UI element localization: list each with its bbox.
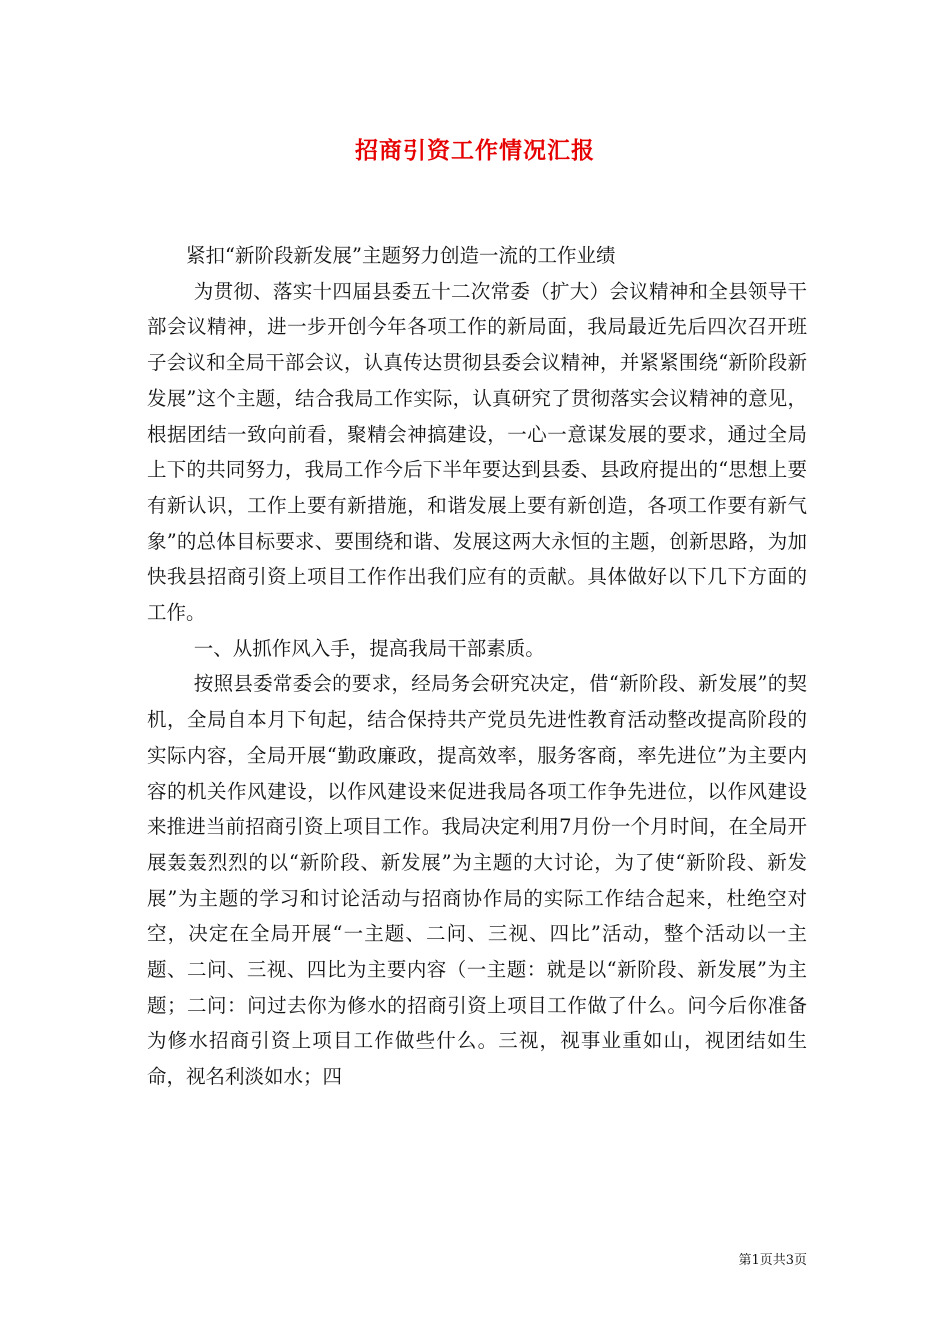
- paragraph-intro: 为贯彻、落实十四届县委五十二次常委（扩大）会议精神和全县领导干部会议精神，进一步开创今年各项工作的新局面，我局最近先后四次召开班子会议和全局干部会议，认真传达贯彻县委会议精神，并紧紧围绕“新阶段新发展”这个主题，结合我局工作实际，认真研究了贯彻落实会议精神的意见，根据团结一致向前看，聚精会神搞建设，一心一意谋发展的要求，通过全局上下的共同努力，我局工作今后下半年要达到县委、县政府提出的“思想上要有新认识，工作上要有新措施，和谐发展上要有新创造，各项工作要有新气象”的总体目标要求、要围绕和谐、发展这两大永恒的主题，创新思路，为加快我县招商引资上项目工作作出我们应有的贡献。具体做好以下几下方面的工作。: [147, 279, 807, 625]
- section-heading-1: 一、从抓作风入手，提高我局干部素质。: [193, 636, 545, 660]
- document-title: 招商引资工作情况汇报: [355, 137, 595, 164]
- page-number: 第1页共3页: [738, 1253, 807, 1268]
- paragraph-section-1: 按照县委常委会的要求，经局务会研究决定，借“新阶段、新发展”的契机，全局自本月下旬起，结合保持共产党员先进性教育活动整改提高阶段的实际内容，全局开展“勤政廉政，提高效率，服务客商，率先进位”为主要内容的机关作风建设，以作风建设来促进我局各项工作争先进位，以作风建设来推进当前招商引资上项目工作。我局决定利用7月份一个月时间，在全局开展轰轰烈烈的以“新阶段、新发展”为主题的大讨论，为了使“新阶段、新发展”为主题的学习和讨论活动与招商协作局的实际工作结合起来，杜绝空对空，决定在全局开展“一主题、二问、三视、四比”活动，整个活动以一主题、二问、三视、四比为主要内容（一主题：就是以“新阶段、新发展”为主题；二问：问过去你为修水的招商引资上项目工作做了什么。问今后你准备为修水招商引资上项目工作做些什么。三视，视事业重如山，视团结如生命，视名利淡如水；四: [147, 672, 807, 1089]
- document-subtitle: 紧扣“新阶段新发展”主题努力创造一流的工作业绩: [186, 244, 616, 267]
- document-body: [147, 238, 807, 1095]
